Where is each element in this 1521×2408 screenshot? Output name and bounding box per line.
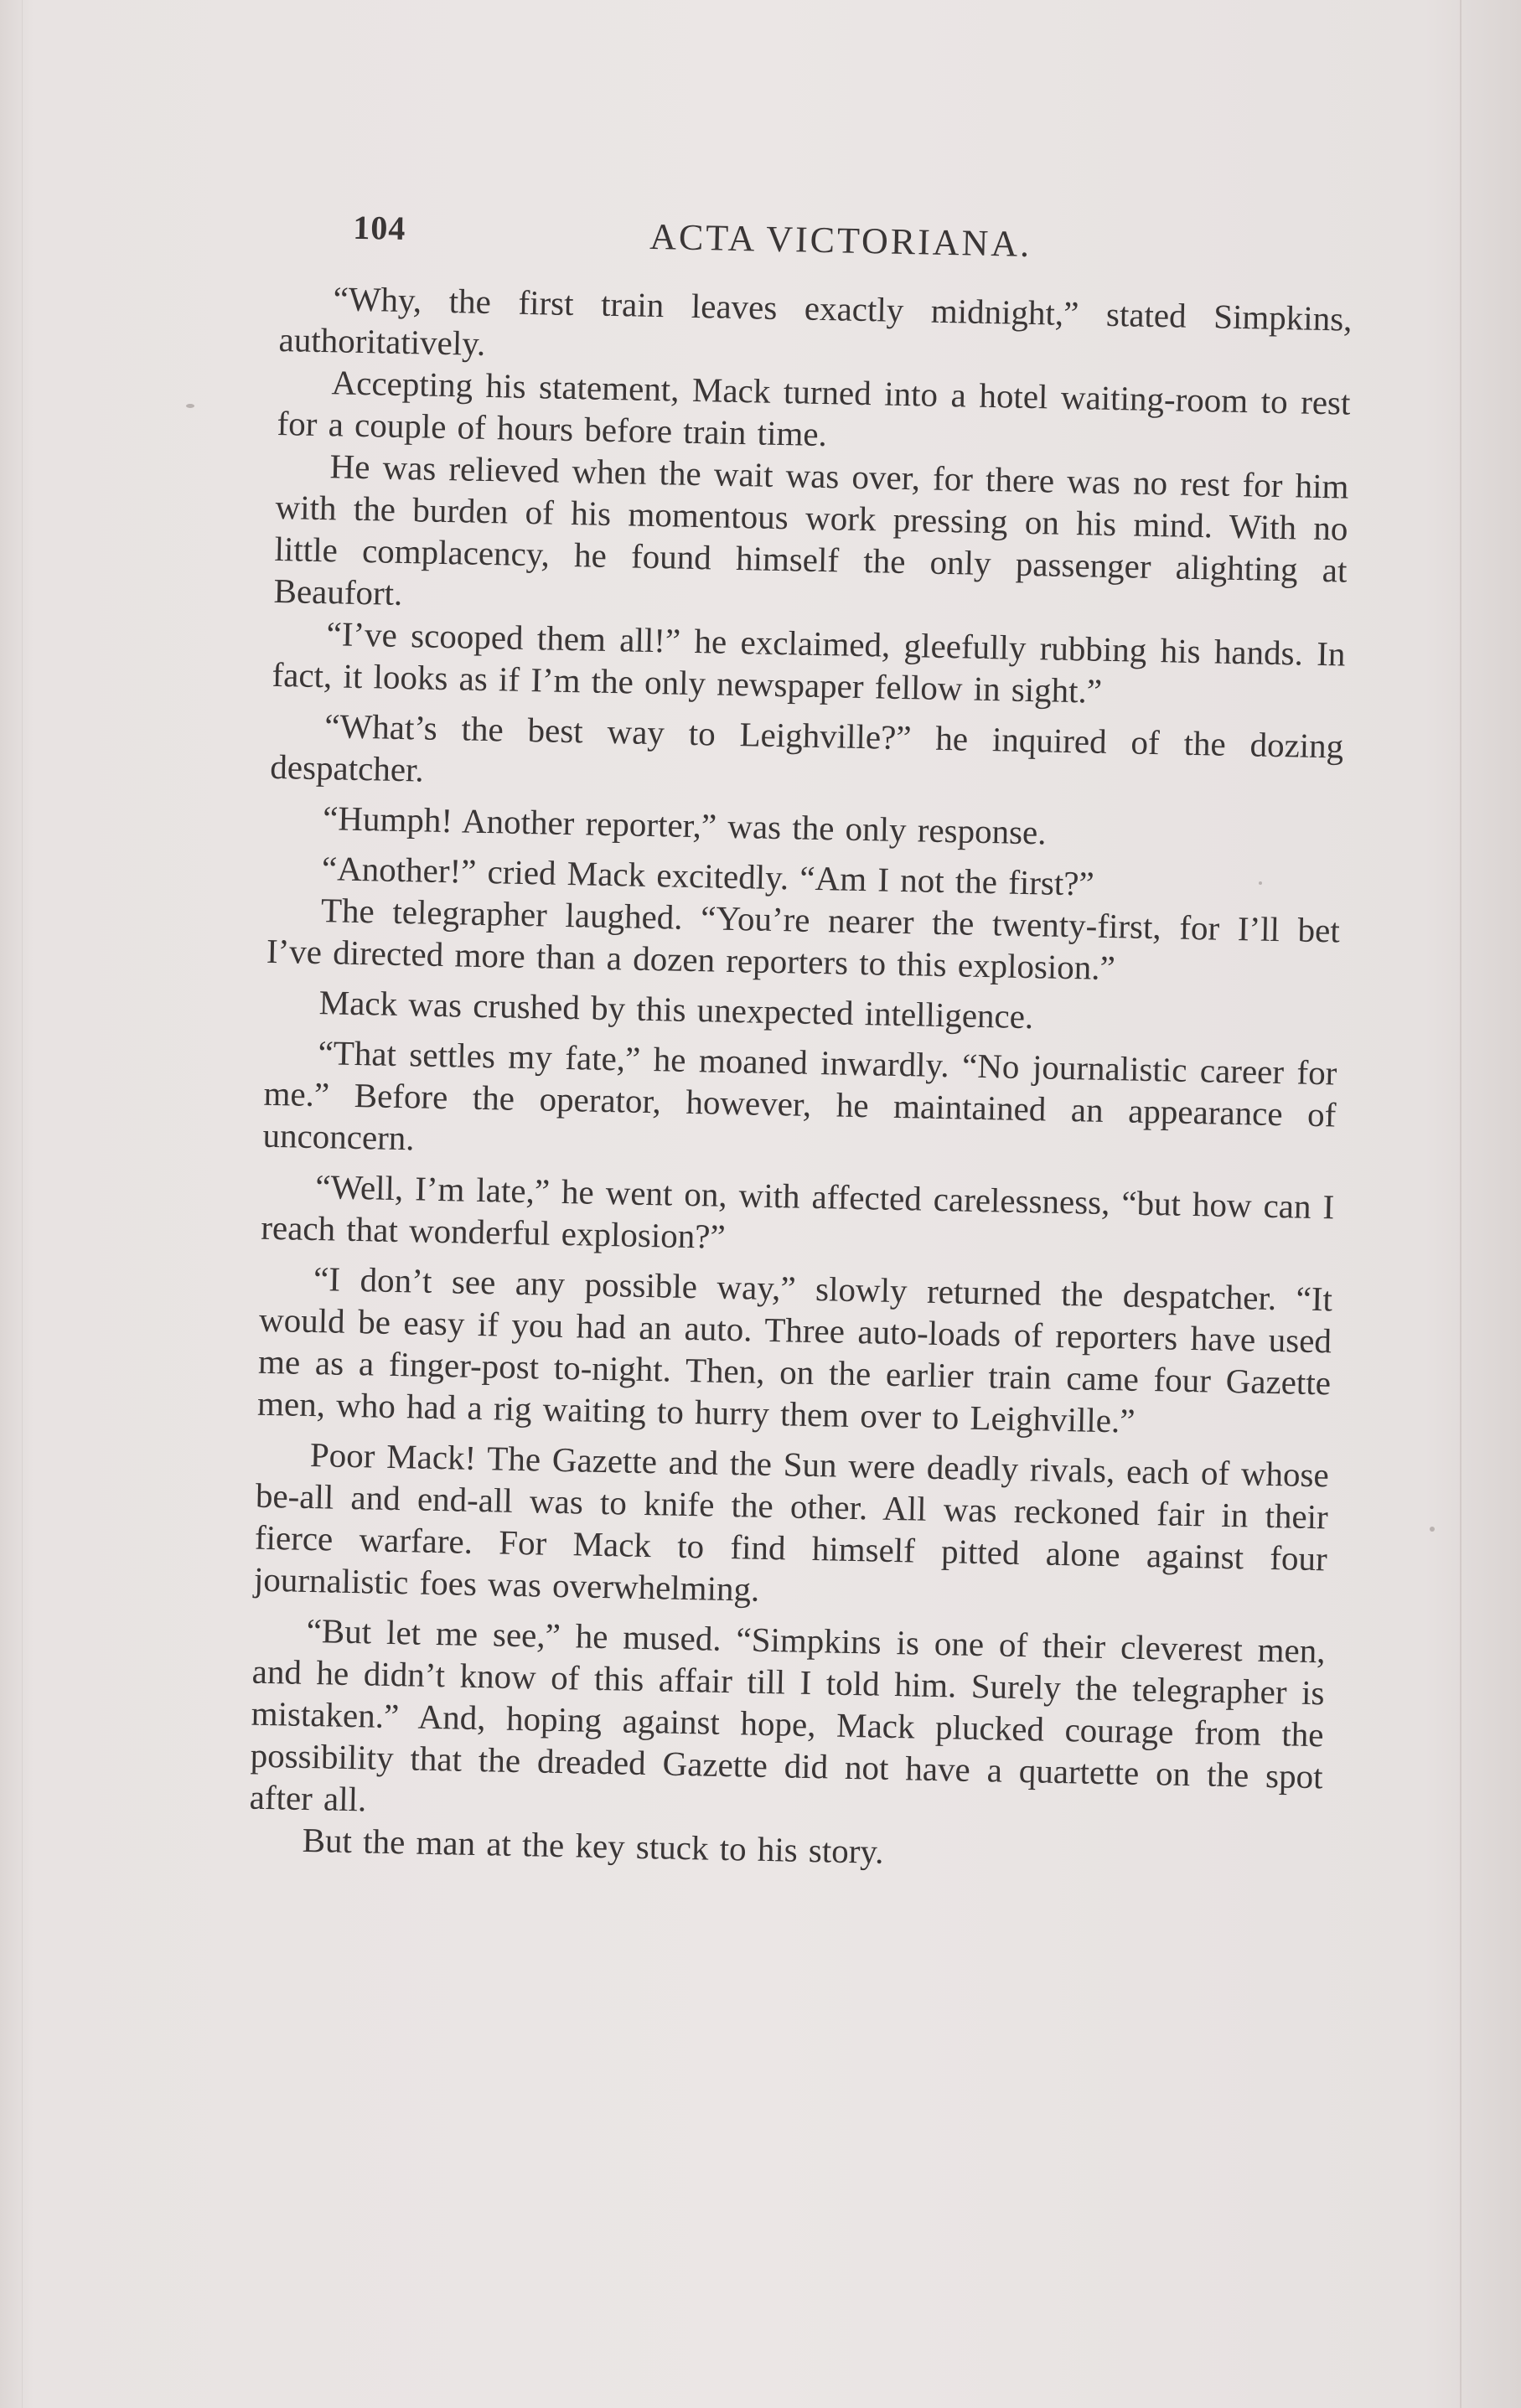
book-page-text bbox=[248, 201, 1353, 1881]
paragraph: Mack was crushed by this unexpected intelligence. bbox=[318, 983, 1034, 1036]
paper-speck bbox=[186, 404, 194, 408]
page-edge-left bbox=[22, 0, 23, 2408]
paragraph: But the man at the key stuck to his story. bbox=[302, 1820, 884, 1871]
page-number: 104 bbox=[352, 208, 406, 247]
paragraph: “I don’t see any possible way,” slowly returned the despatcher. “It would be easy if you had an auto. Three auto-loads of reporters have used me as a finger-post to-night. Then, on the earlier train came four Gazette men, who had a rig waiting to hurry them over to Leighville.” bbox=[256, 1259, 1333, 1440]
paragraph: “I’ve scooped them all!” he exclaimed, gleefully rubbing his hands. In fact, it looks as if I’m the only newspaper fellow in sight.” bbox=[272, 614, 1346, 711]
paragraph: “Humph! Another reporter,” was the only response. bbox=[322, 798, 1047, 852]
paper-speck bbox=[1430, 1527, 1435, 1532]
running-title: ACTA VICTORIANA. bbox=[649, 215, 1032, 265]
paragraph: “That settles my fate,” he moaned inwardly. “No journalistic career for me.” Before the operator, however, he maintained an appearance of unconcern. bbox=[262, 1033, 1337, 1158]
paragraph: Poor Mack! The Gazette and the Sun were deadly rivals, each of whose be-all and end-all was to knife the other. All was reckoned fair in their fierce warfare. For Mack to find himself pitted alone against four journalistic foes was overwhelming. bbox=[253, 1434, 1330, 1609]
paragraph: “Another!” cried Mack excitedly. “Am I not the first?” bbox=[321, 849, 1095, 903]
paragraph: Accepting his statement, Mack turned into a hotel waiting-room to rest for a couple of hours before train time. bbox=[277, 363, 1351, 454]
paragraph: “What’s the best way to Leighville?” he inquired of the dozing despatcher. bbox=[269, 706, 1344, 789]
paragraph: “But let me see,” he mused. “Simpkins is one of their cleverest men, and he didn’t know of this affair till I told him. Surely the telegrapher is mistaken.” And, hoping against hope, Mack plucked courage from the possibility that the dreaded Gazette did not have a quartette on the spot after all. bbox=[249, 1610, 1326, 1819]
page-edge-right bbox=[1460, 0, 1462, 2408]
paragraph: “Well, I’m late,” he went on, with affected carelessness, “but how can I reach that wonderful explosion?” bbox=[260, 1167, 1335, 1256]
paragraph: “Why, the first train leaves exactly midnight,” stated Simpkins, authoritatively. bbox=[278, 279, 1353, 363]
paragraph: He was relieved when the wait was over, for there was no rest for him with the burden of his momentous work pressing on his mind. With no little complacency, he found himself the only passenger alighting at Beaufort. bbox=[273, 447, 1349, 612]
paragraph: The telegrapher laughed. “You’re nearer the twenty-first, for I’ll bet I’ve directed more than a dozen reporters to this explosion.” bbox=[266, 891, 1341, 988]
